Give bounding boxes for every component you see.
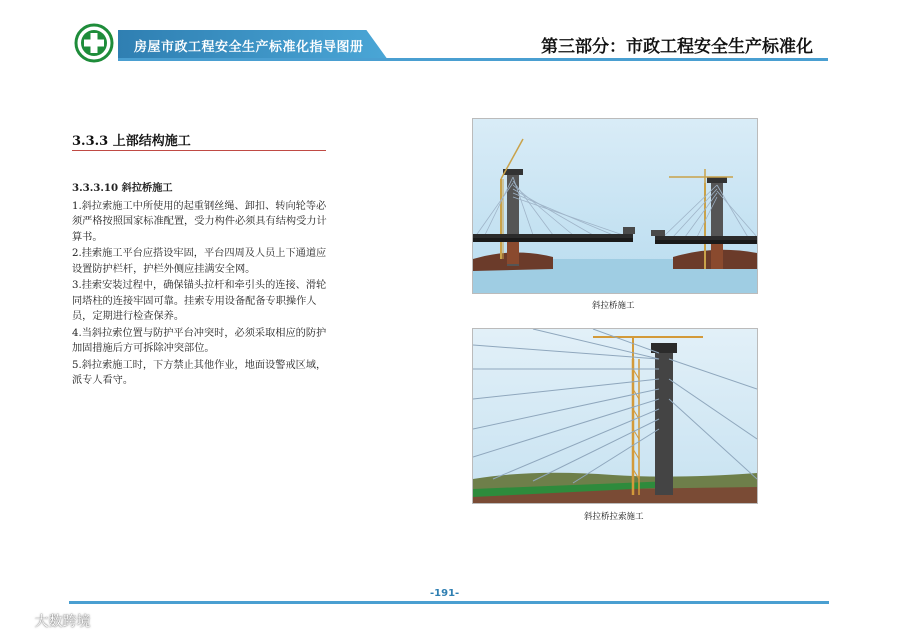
requirements-list — [72, 199, 334, 389]
safety-cross-logo-icon — [74, 23, 114, 63]
watermark-text: 大数跨境 — [34, 614, 91, 630]
list-item-text: 挂索施工平台应搭设牢固，平台四周及人员上下通道应设置防护栏杆，护栏外侧应挂满安全网。 — [72, 248, 327, 275]
list-item-text: 挂索安装过程中，确保锚头拉杆和牵引头的连接、滑轮同塔柱的连接牢固可靠。挂索专用设备配备专职操作人员，定期进行检查保养。 — [72, 280, 327, 322]
list-item — [72, 278, 334, 325]
watermark-logo-icon — [8, 614, 30, 630]
subsection-title: 3.3.3 上部结构施工 — [72, 134, 191, 149]
content-heading: 3.3.3.10 斜拉桥施工 — [72, 182, 173, 194]
book-title: 房屋市政工程安全生产标准化指导图册 — [134, 40, 364, 55]
figure-caption: 斜拉桥施工 — [592, 301, 635, 311]
page-number: -191- — [430, 588, 460, 599]
bridge-construction-illustration — [472, 118, 758, 294]
list-item — [72, 199, 334, 246]
list-item-number: 3. — [72, 280, 82, 291]
list-item-text: 斜拉索施工中所使用的起重钢丝绳、卸扣、转向轮等必须严格按照国家标准配置，受力构件必须具有结构受力计算书。 — [72, 200, 327, 243]
figure-caption: 斜拉桥拉索施工 — [584, 512, 644, 522]
list-item-text: 斜拉索施工时，下方禁止其他作业，地面设警戒区域，派专人看守。 — [72, 359, 327, 386]
subsection-divider — [72, 150, 326, 151]
header-divider — [118, 58, 828, 61]
list-item — [72, 326, 334, 357]
list-item-number: 2. — [72, 248, 82, 259]
list-item-number: 4. — [72, 327, 82, 339]
footer-divider — [69, 601, 829, 604]
list-item — [72, 358, 334, 389]
page-header — [0, 0, 900, 70]
list-item-text: 当斜拉索位置与防护平台冲突时，必须采取相应的防护加固措施后方可拆除冲突部位。 — [72, 327, 327, 354]
content-block — [72, 181, 334, 390]
list-item-number: 1. — [72, 200, 82, 212]
stay-cable-illustration — [472, 328, 758, 504]
watermark — [8, 611, 90, 631]
section-title: 第三部分：市政工程安全生产标准化 — [541, 37, 813, 57]
list-item — [72, 246, 334, 277]
list-item-number: 5. — [72, 359, 82, 371]
